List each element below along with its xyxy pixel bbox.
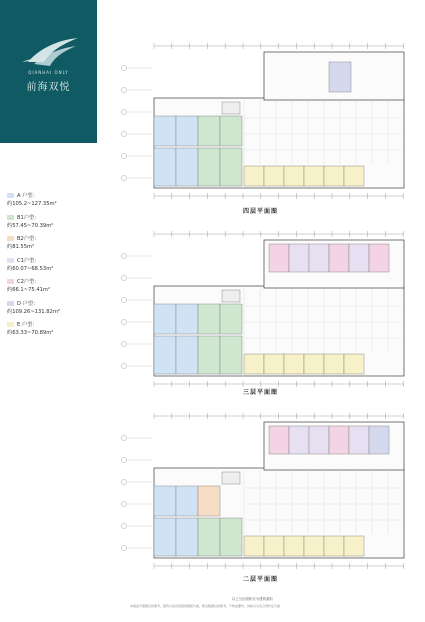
brand-panel — [0, 0, 97, 143]
axis-marker — [122, 502, 127, 507]
floor-plan-drawing — [104, 38, 420, 203]
legend-area: 约57.45~70.39m² — [7, 222, 54, 229]
axis-marker — [122, 546, 127, 551]
unit-block — [329, 244, 349, 272]
unit-block — [304, 536, 324, 556]
legend-area: 约66.1~75.41m² — [7, 287, 51, 293]
legend-item — [7, 257, 97, 279]
legend-item — [7, 235, 97, 257]
axis-marker — [122, 110, 127, 115]
axis-marker — [122, 320, 127, 325]
unit-block — [176, 336, 198, 374]
unit-block — [324, 536, 344, 556]
legend-area: 约63.33~70.89m² — [7, 330, 54, 336]
unit-block — [304, 354, 324, 374]
unit-block — [198, 304, 220, 334]
unit-block — [220, 116, 242, 146]
unit-block — [264, 166, 284, 186]
axis-marker — [122, 342, 127, 347]
core-stair — [222, 290, 240, 302]
unit-block — [198, 486, 220, 516]
unit-block — [304, 166, 324, 186]
unit-block — [284, 354, 304, 374]
unit-block — [176, 116, 198, 146]
unit-block — [244, 166, 264, 186]
unit-block — [176, 486, 198, 516]
unit-block — [264, 536, 284, 556]
legend-item — [7, 278, 97, 300]
floor-plan-drawing — [104, 408, 420, 573]
second-floor-title: 二层平面图 — [243, 576, 279, 583]
unit-block — [198, 148, 220, 186]
axis-marker — [122, 298, 127, 303]
unit-block — [329, 426, 349, 454]
unit-block — [284, 166, 304, 186]
unit-block — [198, 336, 220, 374]
axis-marker — [122, 276, 127, 281]
unit-block — [264, 354, 284, 374]
legend-swatch — [7, 322, 14, 327]
unit-block — [349, 426, 369, 454]
axis-marker — [122, 66, 127, 71]
unit-block — [220, 304, 242, 334]
floor-plan-drawing — [104, 226, 420, 391]
brand-name: 前海双悦 — [26, 82, 71, 93]
unit-block — [289, 244, 309, 272]
unit-block — [349, 244, 369, 272]
legend-item — [7, 214, 97, 236]
unit-block — [154, 116, 176, 146]
area-footnote: 以上分区面积仅为建筑面积 — [232, 597, 273, 601]
legend-area: 约81.55m² — [7, 244, 35, 250]
legend-swatch — [7, 279, 14, 284]
unit-block — [344, 166, 364, 186]
unit-block — [220, 336, 242, 374]
axis-marker — [122, 364, 127, 369]
disclaimer: 本楼盘平面图仅供参考，最终以政府批准的图纸为准，相关数据仅供参考，不构成要约，具体以买卖合同约定为准 — [130, 604, 281, 608]
unit-block — [269, 244, 289, 272]
unit-block — [344, 536, 364, 556]
unit-block — [154, 486, 176, 516]
unit-block — [369, 426, 389, 454]
axis-marker — [122, 480, 127, 485]
legend-item — [7, 321, 97, 343]
axis-marker — [122, 458, 127, 463]
unit-block — [309, 244, 329, 272]
legend-item — [7, 192, 97, 214]
unit-block — [329, 62, 351, 92]
legend-type: C2户型： — [17, 279, 40, 285]
legend-type: A 户型： — [17, 193, 38, 199]
unit-block — [244, 536, 264, 556]
legend-area: 约105.2~127.35m² — [7, 201, 57, 207]
unit-block — [154, 336, 176, 374]
legend-area: 约109.26~131.82m² — [7, 308, 60, 315]
unit-block — [198, 518, 220, 556]
unit-block — [198, 116, 220, 146]
core-stair — [222, 102, 240, 114]
unit-block — [284, 536, 304, 556]
fourth-floor-plan — [104, 38, 420, 203]
unit-block — [176, 304, 198, 334]
third-floor-plan — [104, 226, 420, 391]
unit-block — [369, 244, 389, 272]
brand-subtitle: QIANHAI ONLY — [28, 70, 69, 75]
unit-block — [220, 148, 242, 186]
fourth-floor-title: 四层平面图 — [243, 208, 279, 215]
unit-block — [154, 148, 176, 186]
axis-marker — [122, 132, 127, 137]
unit-block — [269, 426, 289, 454]
legend-type: E 户型： — [17, 322, 38, 328]
unit-block — [324, 166, 344, 186]
axis-marker — [122, 88, 127, 93]
legend-type: D 户型： — [17, 300, 39, 307]
legend-swatch — [7, 215, 14, 220]
unit-block — [154, 518, 176, 556]
unit-block — [176, 148, 198, 186]
legend-type: B1户型： — [17, 214, 40, 221]
legend-swatch — [7, 301, 14, 306]
legend-swatch — [7, 193, 14, 198]
axis-marker — [122, 254, 127, 259]
legend-swatch — [7, 258, 14, 263]
unit-type-legend — [7, 192, 97, 343]
legend-swatch — [7, 236, 14, 241]
unit-block — [154, 304, 176, 334]
unit-block — [244, 354, 264, 374]
axis-marker — [122, 436, 127, 441]
second-floor-plan — [104, 408, 420, 573]
core-stair — [222, 472, 240, 484]
legend-area: 约60.07~68.53m² — [7, 265, 54, 272]
unit-block — [289, 426, 309, 454]
unit-block — [309, 426, 329, 454]
legend-item — [7, 300, 97, 322]
axis-marker — [122, 154, 127, 159]
unit-block — [220, 518, 242, 556]
legend-type: C1户型： — [17, 257, 40, 264]
unit-block — [176, 518, 198, 556]
axis-marker — [122, 176, 127, 181]
axis-marker — [122, 524, 127, 529]
legend-type: B2户型： — [17, 236, 40, 242]
third-floor-title: 三层平面图 — [243, 389, 279, 396]
unit-block — [324, 354, 344, 374]
unit-block — [344, 354, 364, 374]
